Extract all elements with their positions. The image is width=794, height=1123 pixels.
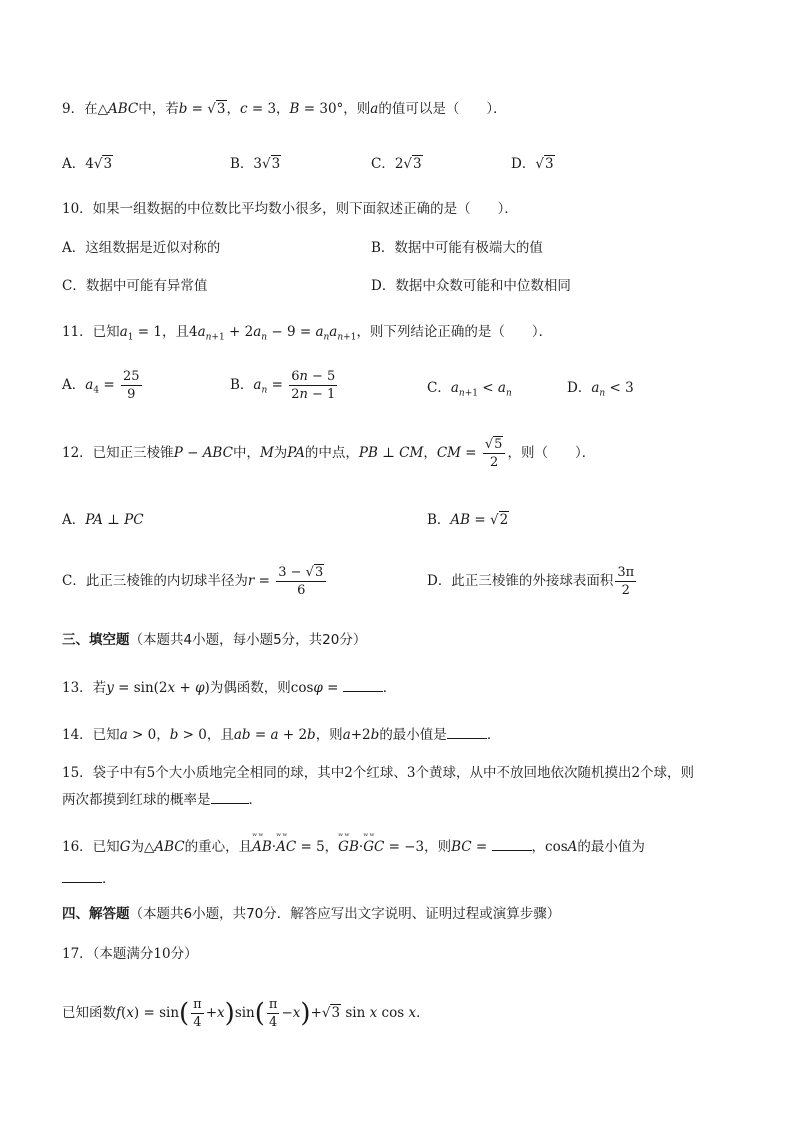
question-15-line-2: 两次都摸到红球的概率是 ．	[62, 789, 262, 810]
q9-option-a: A．4√3	[62, 156, 113, 172]
question-9: 9．在△ABC中，若b = √3，c = 3，B = 30°，则a的值可以是（ ）．	[62, 101, 507, 117]
q12-option-a: A．PA ⊥ PC	[62, 512, 144, 528]
question-16: 16．已知G为△ABC的重心，且ʷʷ AB·ʷʷ AC = 5，ʷʷ GB·ʷʷ GC = −3，则BC = ，cosA的最小值为	[62, 836, 645, 857]
section-3-title: 三、填空题（本题共4小题，每小题5分，共20分）	[62, 632, 367, 648]
q9-option-d: D．√3	[511, 156, 554, 172]
q10-option-a: A．这组数据是近似对称的	[62, 240, 221, 256]
q10-option-c: C．数据中可能有异常值	[62, 278, 208, 294]
question-14: 14．已知a > 0，b > 0，且ab = a + 2b，则a+2b的最小值是 ．	[62, 724, 500, 745]
q9-option-b: B．3√3	[230, 156, 281, 172]
question-11: 11．已知$a_1 = 1$，且$4a_{n+1} + 2a_n - 9 = a_na_{n+1}$，则下列结论正确的是（ ）．	[62, 324, 553, 343]
question-16-line-2: ．	[62, 868, 116, 889]
q10-option-d: D．数据中众数可能和中位数相同	[371, 278, 571, 294]
question-15-line-1: 15．袋子中有5个大小质地完全相同的球，其中2个红球、3个黄球，从中不放回地依次随机摸出2个球，则	[62, 765, 695, 781]
question-17-text: 已知函数f(x) = sin( $\frac{\pi}{4}$ +x)sin( $\frac{\pi}{4}$ −x)+√3 sin x cos x．	[62, 997, 430, 1030]
q11-option-b: B．$a_n$ = $\frac{6n - 5}{2n - 1}$	[230, 369, 336, 402]
q12-option-b: B．AB = √2	[427, 512, 509, 528]
question-13: 13．若y = sin(2x + φ)为偶函数，则cosφ = ．	[62, 677, 396, 698]
question-10: 10．如果一组数据的中位数比平均数小很多，则下面叙述正确的是（ ）．	[62, 201, 518, 217]
q9-option-c: C．2√3	[371, 156, 422, 172]
q11-option-a: A．$a_4$ = $\frac{25}{9}$	[62, 369, 140, 402]
question-12: 12．已知正三棱锥P − ABC中，M为PA的中点，PB ⊥ CM，CM = $\frac{√5}{2}$ ，则（ ）．	[62, 437, 596, 470]
q12-option-c: C．此正三棱锥的内切球半径为r = $\frac{3 - √3}{6}$	[62, 564, 328, 599]
section-4-title: 四、解答题（本题共6小题，共70分．解答应写出文字说明、证明过程或演算步骤）	[62, 906, 561, 922]
q10-option-b: B．数据中可能有极端大的值	[371, 240, 543, 256]
q11-option-c: C．$a_{n+1} < a_n$	[427, 380, 512, 399]
question-17-header: 17．（本题满分10分）	[62, 946, 198, 962]
q12-option-d: D．此正三棱锥的外接球表面积 $\frac{3\pi}{2}$	[427, 565, 635, 598]
q11-option-d: D．$a_n < 3$	[567, 380, 634, 399]
